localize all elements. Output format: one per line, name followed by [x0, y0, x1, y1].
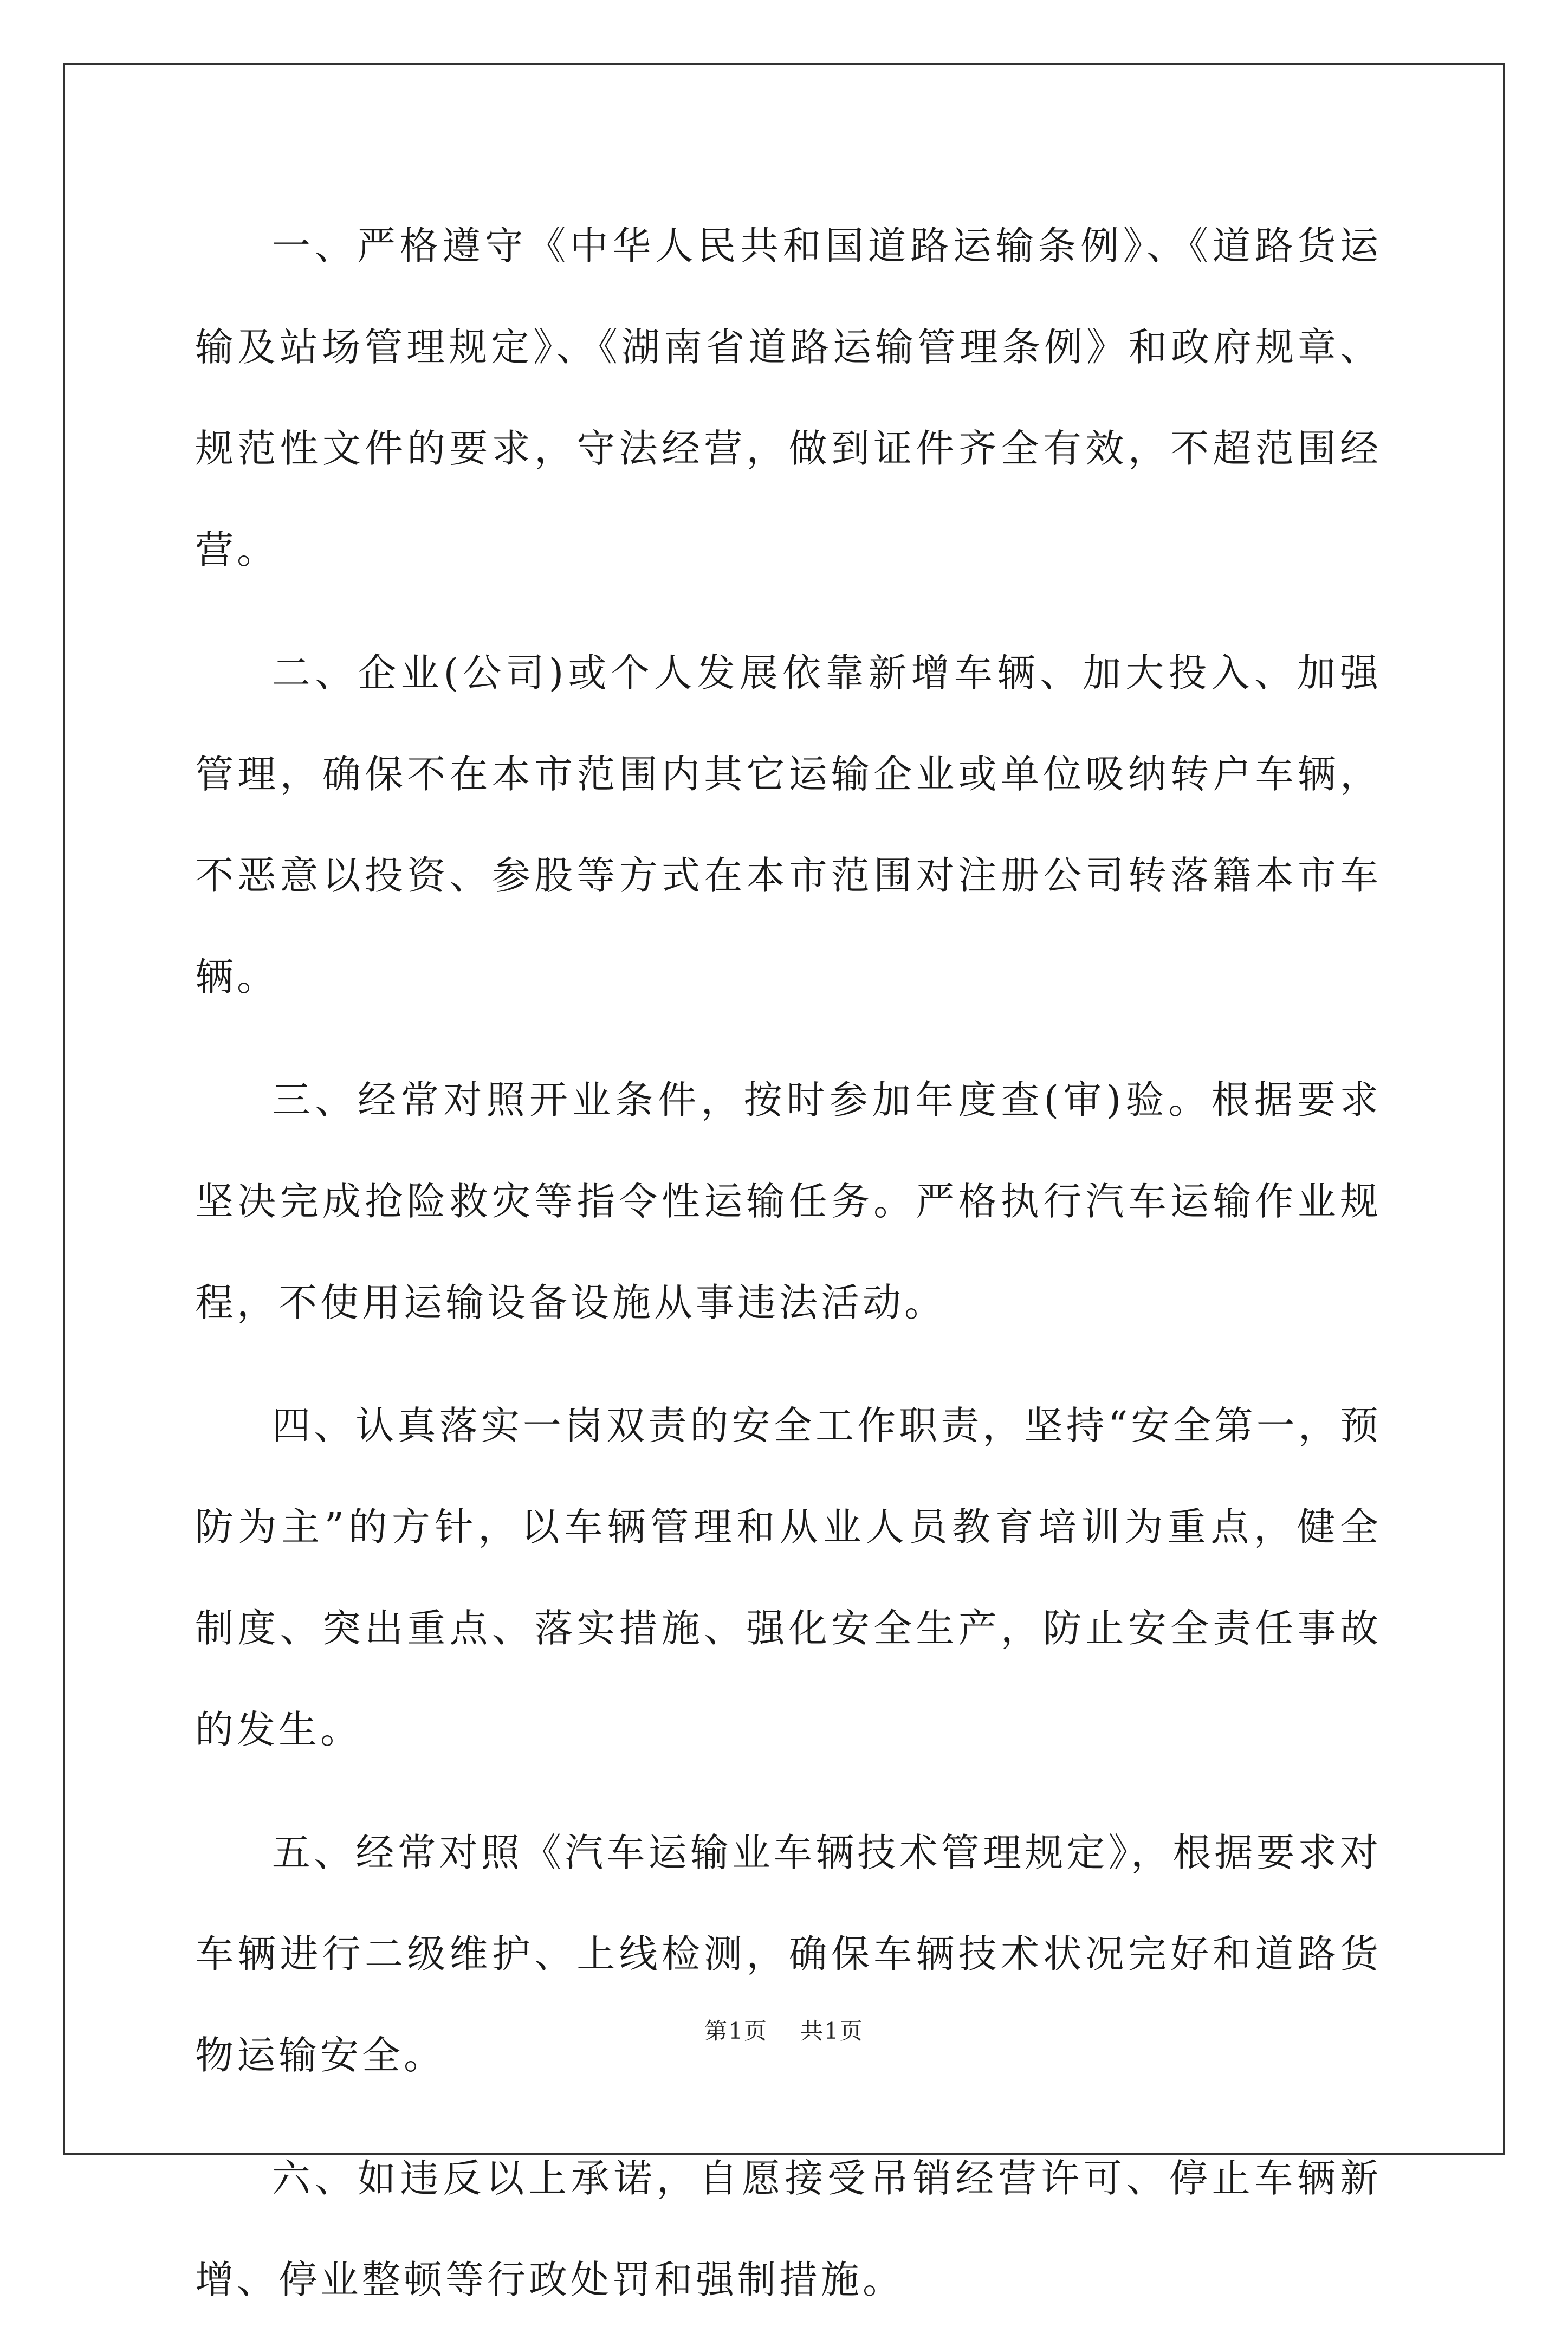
- paragraph-2: 二、企业(公司)或个人发展依靠新增车辆、加大投入、加强管理，确保不在本市范围内其它运输企业或单位吸纳转户车辆，不恶意以投资、参股等方式在本市范围对注册公司转落籍本市车辆。: [195, 650, 1382, 999]
- paragraph-4: 四、认真落实一岗双责的安全工作职责，坚持“安全第一，预防为主”的方针，以车辆管理和从业人员教育培训为重点，健全制度、突出重点、落实措施、强化安全生产，防止安全责任事故的发生。: [195, 1403, 1382, 1752]
- page-number-total: 共1页: [800, 2018, 864, 2044]
- paragraph-5: 五、经常对照《汽车运输业车辆技术管理规定》，根据要求对车辆进行二级维护、上线检测，确保车辆技术状况完好和道路货物运输安全。: [195, 1830, 1382, 2078]
- paragraph-1: 一、严格遵守《中华人民共和国道路运输条例》、《道路货运输及站场管理规定》、《湖南省道路运输管理条例》和政府规章、规范性文件的要求，守法经营，做到证件齐全有效，不超范围经营。: [195, 223, 1382, 572]
- page-footer: [0, 2015, 1568, 2047]
- paragraph-6: 六、如违反以上承诺，自愿接受吊销经营许可、停止车辆新增、停业整顿等行政处罚和强制措施。: [195, 2156, 1382, 2302]
- paragraph-3: 三、经常对照开业条件，按时参加年度查(审)验。根据要求坚决完成抢险救灾等指令性运输任务。严格执行汽车运输作业规程，不使用运输设备设施从事违法活动。: [195, 1077, 1382, 1325]
- page-number-current: 第1页: [704, 2018, 768, 2044]
